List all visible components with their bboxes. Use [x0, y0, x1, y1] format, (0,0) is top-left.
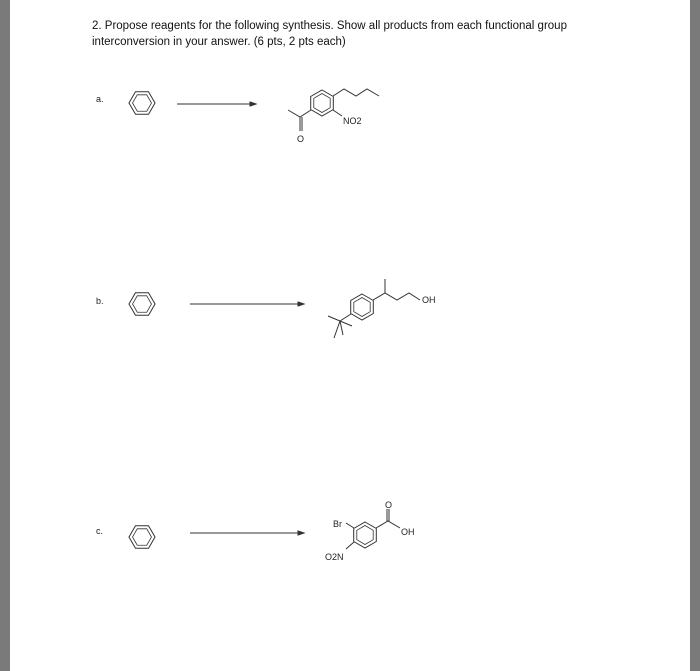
- reaction-arrow-c: [190, 531, 304, 535]
- oxygen-label-c: O: [385, 500, 393, 510]
- part-a-label: a.: [96, 94, 104, 104]
- nitro-label-c: O2N: [325, 552, 344, 562]
- nitro-label-a: NO2: [343, 116, 362, 126]
- product-c: [325, 500, 415, 562]
- benzene-reactant-b: [126, 287, 159, 321]
- product-b: [328, 279, 436, 338]
- part-b-label: b.: [96, 296, 104, 306]
- benzene-reactant-c: [126, 520, 159, 554]
- part-c-label: c.: [96, 526, 104, 536]
- hydroxyl-label-b: OH: [422, 295, 436, 305]
- question-line-1: 2. Propose reagents for the following synthesis. Show all products from each functional group: [92, 20, 567, 32]
- product-a: [288, 89, 379, 144]
- reaction-arrow-a: [177, 102, 256, 106]
- question-line-2: interconversion in your answer. (6 pts, 2 pts each): [92, 36, 346, 48]
- benzene-reactant-a: [126, 86, 159, 120]
- hydroxyl-label-c: OH: [401, 527, 415, 537]
- oxygen-label-a: O: [297, 134, 305, 144]
- bromo-label-c: Br: [333, 519, 342, 529]
- reaction-arrow-b: [190, 302, 304, 306]
